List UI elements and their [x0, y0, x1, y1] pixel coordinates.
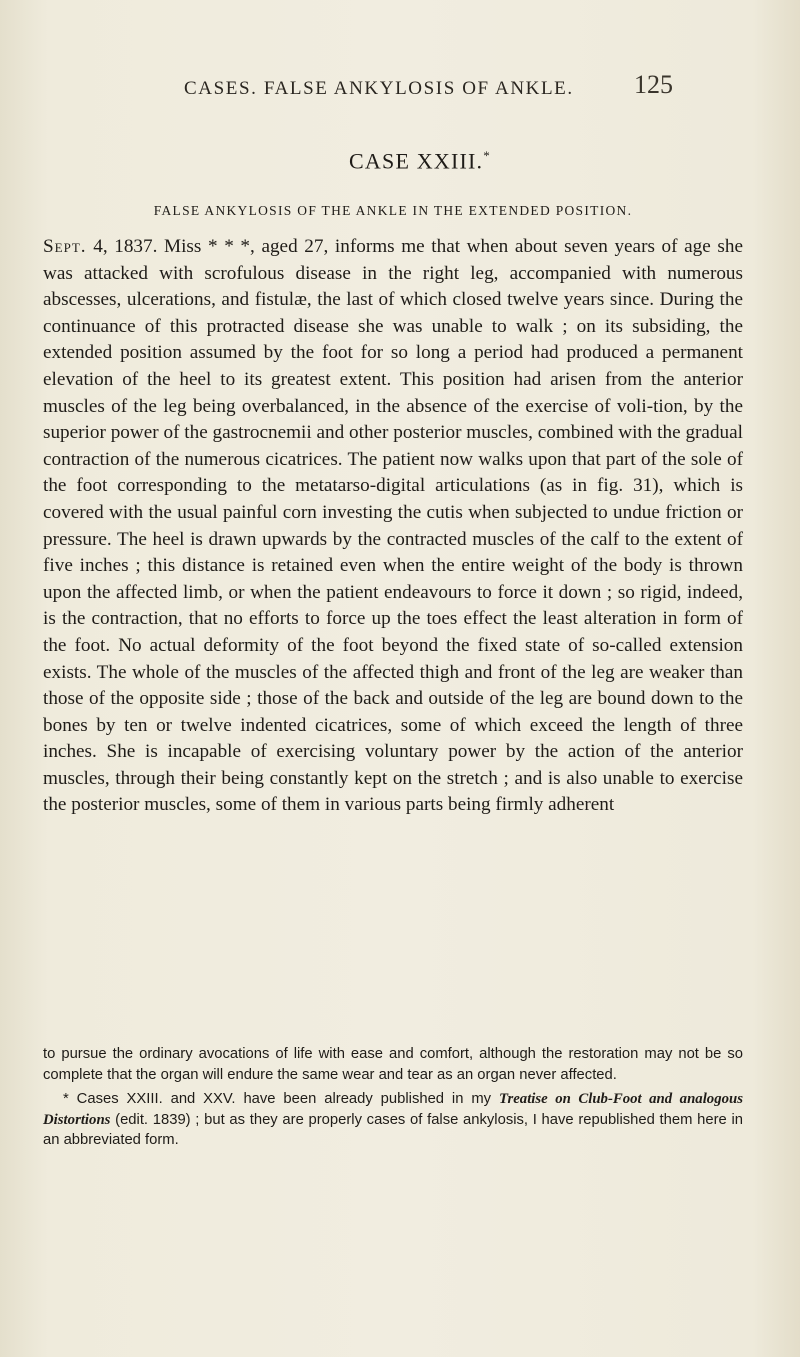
footnotes-section	[43, 1044, 743, 1151]
running-head: CASES. FALSE ANKYLOSIS OF ANKLE.	[184, 78, 574, 99]
page-number: 125	[634, 70, 673, 99]
footnote-book-title: Treatise on Club-Foot and analogous Distortions	[43, 1091, 743, 1128]
footnote-text-before: Cases XXIII. and XXV. have been already published in my	[68, 1091, 499, 1107]
case-title-text: CASE XXIII.	[349, 148, 484, 174]
footnote-continuation: to pursue the ordinary avocations of life with ease and comfort, although the restoration may not be so complete that the organ will endure the same wear and tear as an organ never affected.	[43, 1046, 743, 1083]
footnote-reference-mark: *	[483, 148, 491, 163]
case-subtitle: FALSE ANKYLOSIS OF THE ANKLE IN THE EXTENDED POSITION.	[153, 203, 633, 218]
case-body-paragraph	[43, 234, 743, 819]
case-title	[0, 148, 800, 174]
footnote-text-after: (edit. 1839) ; but as they are properly cases of false ankylosis, I have republished them here in an abbreviated form.	[43, 1111, 743, 1148]
footnote-mark: *	[63, 1091, 69, 1107]
footnote-case-note	[43, 1089, 743, 1151]
case-date-label: Sept.	[43, 236, 87, 257]
case-body-text: 4, 1837. Miss * * *, aged 27, informs me that when about seven years of age she was attacked with scrofulous disease in the right leg, accompanied with numerous abscesses, ulcerations, and fistulæ, the last of which closed twelve years since. During the continuance of this protracted disease she was unable to walk ; on its subsiding, the extended position assumed by the foot for so long a period had produced a permanent elevation of the heel to its greatest extent. This position had arisen from the anterior muscles of the leg being overbalanced, in the absence of the exercise of voli-tion, by the superior power of the gastrocnemii and other posterior muscles, combined with the gradual contraction of the numerous cicatrices. The patient now walks upon that part of the sole of the foot corresponding to the metatarso-digital articulations (as in fig. 31), which is covered with the usual painful corn investing the cutis when subjected to undue friction or pressure. The heel is drawn upwards by the contracted muscles of the calf to the extent of five inches ; this distance is retained even when the entire weight of the body is thrown upon the affected limb, or when the patient endeavours to force it down ; so rigid, indeed, is the contraction, that no efforts to force up the toes effect the least alteration in form of the foot. No actual deformity of the foot beyond the fixed state of so-called extension exists. The whole of the muscles of the affected thigh and front of the leg are weaker than those of the opposite side ; those of the back and outside of the leg are bound down to the bones by ten or twelve indented cicatrices, some of which exceed the length of three inches. She is incapable of exercising voluntary power by the action of the anterior muscles, through their being constantly kept on the stretch ; and is also unable to exercise the posterior muscles, some of them in various parts being firmly adherent	[43, 236, 743, 816]
